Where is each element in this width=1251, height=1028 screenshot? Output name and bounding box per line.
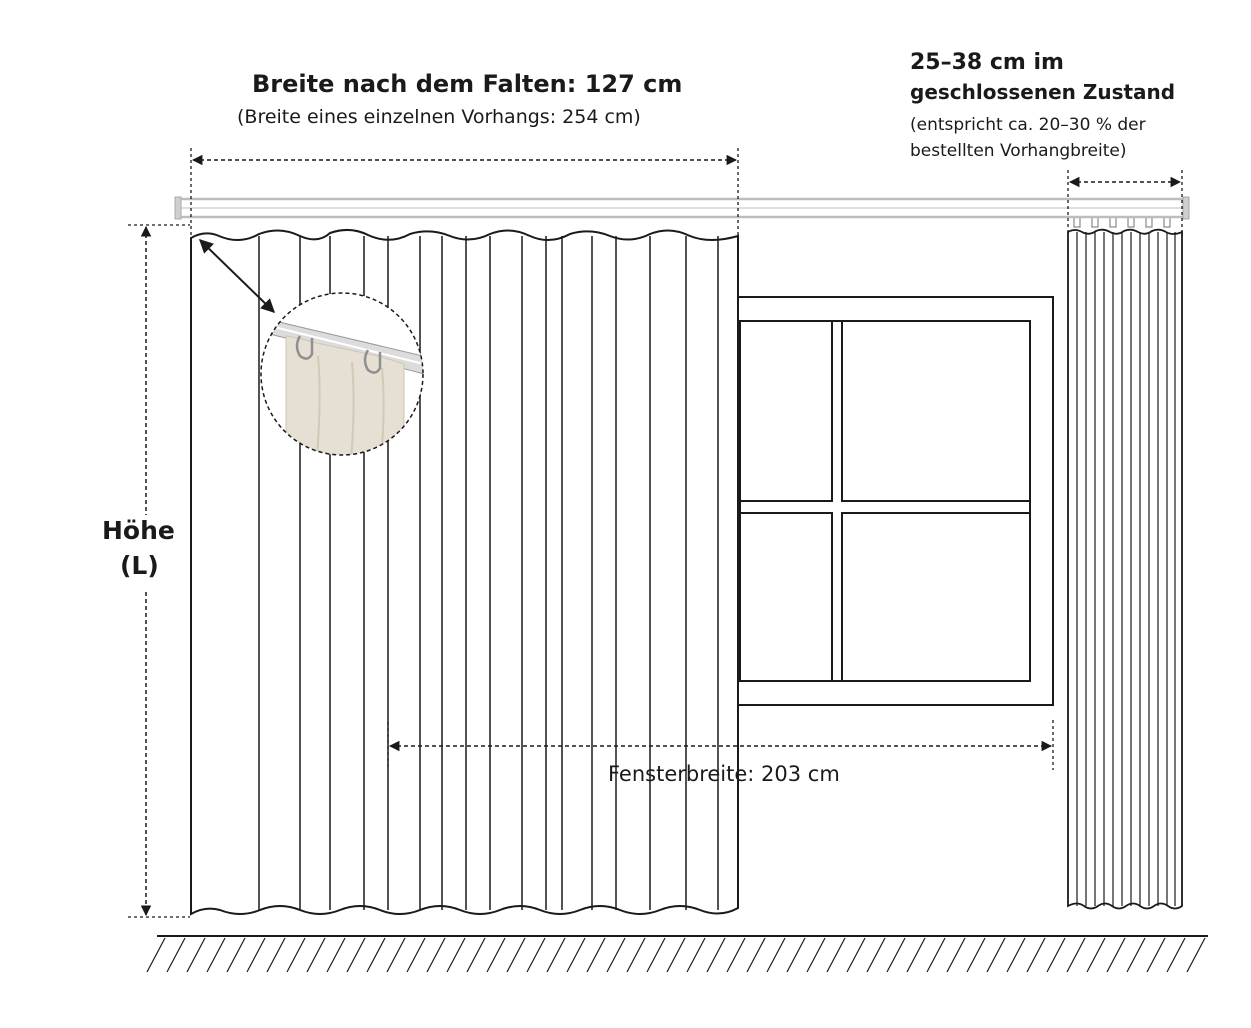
- floor-hatch-line: [227, 938, 245, 972]
- floor-hatch-line: [607, 938, 625, 972]
- floor-hatch-line: [527, 938, 545, 972]
- floor-hatch-line: [187, 938, 205, 972]
- floor-hatch-line: [587, 938, 605, 972]
- closed-width-label: 25–38 cm im: [910, 50, 1064, 75]
- floor-hatch-line: [747, 938, 765, 972]
- rod-end-cap-left: [175, 197, 181, 219]
- floor-hatch-line: [847, 938, 865, 972]
- floor-hatch-line: [787, 938, 805, 972]
- floor-hatch-line: [267, 938, 285, 972]
- floor-hatch-line: [987, 938, 1005, 972]
- window: [733, 297, 1053, 705]
- floor-hatch-line: [307, 938, 325, 972]
- floor-hatch-line: [1127, 938, 1145, 972]
- floor-hatch-line: [947, 938, 965, 972]
- floor-hatch-line: [167, 938, 185, 972]
- floor-hatch-line: [727, 938, 745, 972]
- floor-hatch-line: [1047, 938, 1065, 972]
- floor-hatch-line: [207, 938, 225, 972]
- floor-hatch-line: [287, 938, 305, 972]
- floor-hatch-line: [347, 938, 365, 972]
- floor-hatch-line: [1027, 938, 1045, 972]
- height-label-unit: (L): [120, 551, 159, 580]
- closed-note-line-1: (entspricht ca. 20–30 % der: [910, 115, 1146, 135]
- floor-hatch-line: [967, 938, 985, 972]
- floor-hatch-line: [1067, 938, 1085, 972]
- floor-hatch-line: [467, 938, 485, 972]
- floor-hatch-line: [887, 938, 905, 972]
- rod-end-cap-right: [1183, 197, 1189, 219]
- floor-hatch-line: [387, 938, 405, 972]
- floor-hatch-line: [1187, 938, 1205, 972]
- closed-note-line-2: bestellten Vorhangbreite): [910, 141, 1127, 161]
- floor-hatch-line: [367, 938, 385, 972]
- floor-hatch-line: [1007, 938, 1025, 972]
- floor-hatch-line: [927, 938, 945, 972]
- single-curtain-width-label: (Breite eines einzelnen Vorhangs: 254 cm): [237, 106, 641, 128]
- height-label: Höhe: [102, 516, 175, 545]
- floor-hatch-line: [407, 938, 425, 972]
- floor-hatch-line: [507, 938, 525, 972]
- floor-hatch-line: [827, 938, 845, 972]
- floor-hatch-line: [147, 938, 165, 972]
- floor-hatch-line: [327, 938, 345, 972]
- floor-hatch-line: [687, 938, 705, 972]
- floor-hatch-line: [1167, 938, 1185, 972]
- floor-hatch-line: [487, 938, 505, 972]
- width-after-folding-label: Breite nach dem Falten: 127 cm: [252, 70, 683, 98]
- dimension-width: [191, 148, 738, 235]
- floor: [147, 936, 1208, 972]
- curtain-rod: [175, 197, 1189, 219]
- floor-hatch-line: [627, 938, 645, 972]
- curtain-hooks: [1074, 217, 1170, 227]
- floor-hatch-line: [767, 938, 785, 972]
- floor-hatch-line: [247, 938, 265, 972]
- floor-hatching: [147, 938, 1205, 972]
- floor-hatch-line: [1087, 938, 1105, 972]
- floor-hatch-line: [447, 938, 465, 972]
- floor-hatch-line: [1107, 938, 1125, 972]
- window-width-label: Fensterbreite: 203 cm: [608, 762, 840, 786]
- floor-hatch-line: [647, 938, 665, 972]
- gathered-curtain: [1068, 217, 1182, 909]
- floor-hatch-line: [547, 938, 565, 972]
- closed-state-label: geschlossenen Zustand: [910, 80, 1176, 104]
- floor-hatch-line: [667, 938, 685, 972]
- gathered-curtain-panel: [1068, 230, 1182, 909]
- floor-hatch-line: [1147, 938, 1165, 972]
- floor-hatch-line: [867, 938, 885, 972]
- floor-hatch-line: [567, 938, 585, 972]
- floor-hatch-line: [907, 938, 925, 972]
- floor-hatch-line: [707, 938, 725, 972]
- floor-hatch-line: [807, 938, 825, 972]
- floor-hatch-line: [427, 938, 445, 972]
